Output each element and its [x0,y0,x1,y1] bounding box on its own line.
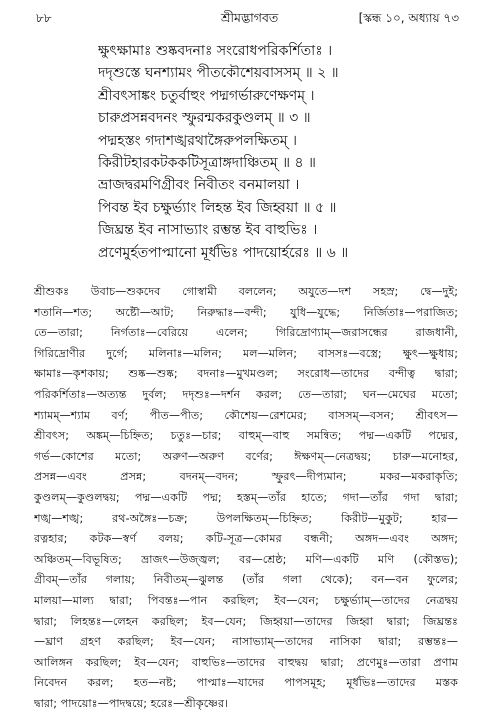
verse-line: প্রণেমুর্হতপাপ্মানো মূর্ধভিঃ পাদয়োর্হরেঃ ॥ ৬ ॥ [98,244,349,261]
commentary-line: গর্ভ—কোশের মতো; অরুণ—অরুণ বর্ণের; ঈক্ষণম্—নেত্রদ্বয়; চারু—মনোহর, [34,449,458,463]
page-number: ৮৮ [36,11,52,25]
commentary-line: পরিকর্শিতাঃ—অত্যন্ত দুর্বল; দদৃশুঃ—দর্শন করল; তে—তারা; ঘন—মেঘের মতো; [34,387,458,401]
verse-line: পিবন্ত ইব চক্ষুর্ভ্যাং লিহন্ত ইব জিহ্বয়া ॥ ৫ ॥ [98,199,337,216]
commentary-line: তে—তারা; নির্গতাঃ—বেরিয়ে এলেন; গিরিদ্রোণ্যাম্—জরাসন্ধের রাজধানী, [34,326,458,340]
commentary-line: শ্রীবৎস; অঙ্কম্—চিহ্নিত; চতুঃ—চার; বাহুম্—বাহু সমন্বিত; পদ্ম—একটি পদ্মের, [34,429,458,443]
commentary-line: ক্ষামাঃ—কৃশকায়; শুষ্ক—শুষ্ক; বদনাঃ—মুখমণ্ডল; সংরোধ—তাদের বন্দীত্ব দ্বারা; [34,367,458,381]
commentary-line: শ্রীশুকঃ উবাচ—শুকদেব গোস্বামী বললেন; অযুতে—দশ সহস্র; দ্বে—দুই; [34,285,458,298]
commentary-line: প্রসন্ন—এবং প্রসন্ন; বদনম্—বদন; স্ফুরৎ—দীপ্যমান; মকর—মকরাকৃতি; [34,470,458,484]
commentary-line: —ঘ্রাণ গ্রহণ করছিল; ইব—যেন; নাসাভ্যাম্—তাদের নাসিকা দ্বারা; রম্ভন্তঃ— [34,635,458,649]
commentary-line: শঙ্খ—শঙ্খ; রথ-অঙ্গৈঃ—চক্র; উপলক্ষিতম্—চিহ্নিত; কিরীট—মুকুট; হার— [34,511,458,525]
verse-line: ক্ষুৎক্ষামাঃ শুষ্কবদনাঃ সংরোধপরিকর্শিতাঃ । [98,43,333,59]
commentary-line: শ্যামম্—শ্যাম বর্ণ; পীত—পীত; কৌশেয়—রেশমের; বাসসম্—বসন; শ্রীবৎস— [34,408,458,422]
commentary-line: দ্বারা; পাদয়োঃ—পাদদ্বয়ে; হরেঃ—শ্রীকৃষ্ণের। [34,696,229,710]
verse-line: জিঘ্রন্ত ইব নাসাভ্যাং রম্ভন্ত ইব বাহুভিঃ । [98,222,318,239]
commentary-line: রত্নহার; কটক—স্বর্ণ বলয়; কটি-সূত্র—কোমর বন্ধনী; অঙ্গদ—এবং অঙ্গদ; [34,532,458,546]
verse-line: কিরীটহারকটককটিসূত্রাঙ্গদাঞ্চিতম্ ॥ ৪ ॥ [98,154,316,171]
verse-line: দদৃশুস্তে ঘনশ্যামং পীতকৌশেয়বাসসম্ ॥ ২ ॥ [98,65,339,82]
verse-line: চারুপ্রসন্নবদনং স্ফুরন্মকরকুণ্ডলম্ ॥ ৩ ॥ [98,110,311,127]
commentary-line: শতানি—শত; অষ্টৌ—আট; নিরুদ্ধাঃ—বন্দী; যুধি—যুদ্ধে; নির্জিতাঃ—পরাজিত; [34,305,458,319]
commentary-line: আলিঙ্গন করছিল; ইব—যেন; বাহুভিঃ—তাদের বাহুদ্বয় দ্বারা; প্রণেমুঃ—তারা প্রণাম [34,655,458,669]
book-title: শ্রীমদ্ভাগবত [221,10,279,25]
verse-line: ভ্রাজদ্বরমণিগ্রীবং নিবীতং বনমালয়া । [98,177,300,194]
commentary-line: মালয়া—মাল্য দ্বারা; পিবন্তঃ—পান করছিল; ইব—যেন; চক্ষুর্ভ্যাম্—তাদের নেত্রদ্বয় [34,593,458,607]
verse-line: শ্রীবৎসাঙ্কং চতুর্বাহুং পদ্মগর্ভারুণেক্ষণম্ । [98,87,315,104]
verse-line: পদ্মহস্তং গদাশঙ্খরথাঙ্গৈরুপলক্ষিতম্ । [98,132,297,149]
chapter-reference: [স্কন্ধ ১০, অধ্যায় ৭৩ [358,11,459,25]
commentary-line: কুণ্ডলম্—কুণ্ডলদ্বয়; পদ্ম—একটি পদ্ম; হস্তম্—তাঁর হাতে; গদা—তাঁর গদা দ্বারা; [34,490,458,504]
word-for-word-commentary [34,282,458,714]
verse-block [98,40,458,264]
commentary-line: অঞ্চিতম্—বিভূষিত; ভ্রাজৎ—উজ্জ্বল; বর—শ্রেষ্ঠ; মণি—একটি মণি (কৌস্তভ); [34,552,458,566]
commentary-line: গ্রীবম্—তাঁর গলায়; নিবীতম্—ঝুলন্ত (তাঁর গলা থেকে); বন—বন ফুলের; [34,573,458,587]
commentary-line: নিবেদন করল; হত—নষ্ট; পাপ্মাঃ—যাদের পাপসমূহ; মূর্ধভিঃ—তাদের মস্তক [34,676,458,690]
commentary-line: দ্বারা; লিহন্তঃ—লেহন করছিল; ইব—যেন; জিহ্বয়া—তাদের জিহ্বা দ্বারা; জিঘ্রন্তঃ [34,614,458,628]
commentary-line: গিরিদ্রোণীর দুর্গে; মলিনাঃ—মলিন; মল—মলিন; বাসসঃ—বস্ত্রে; ক্ষুৎ—ক্ষুধায়; [34,346,458,360]
page-header [36,8,459,28]
